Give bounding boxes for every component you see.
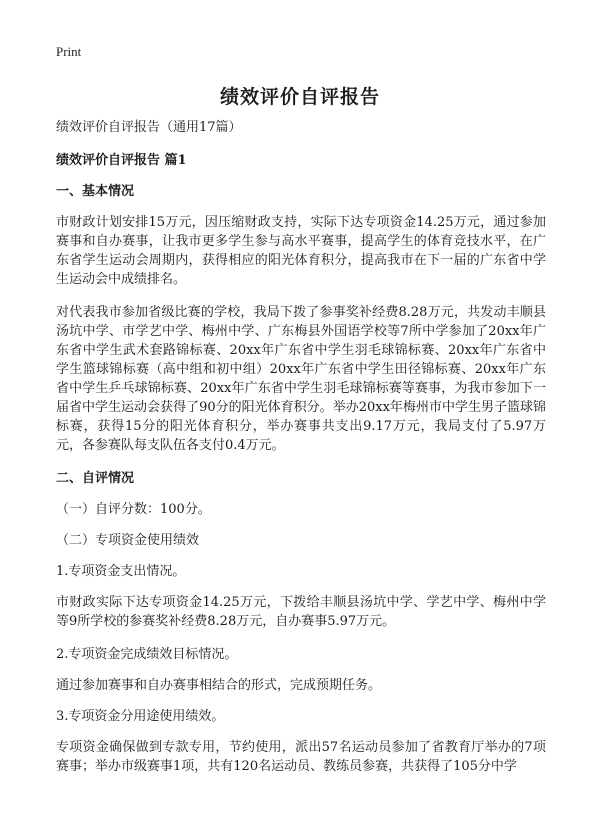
- paragraph: 对代表我市参加省级比赛的学校，我局下拨了参事奖补经费8.28万元，共发动丰顺县汤坑中学、市学艺中学、梅州中学、广东梅县外国语学校等7所中学参加了20xx年广东省中学生武术套路锦标赛、20xx年广东省中学生羽毛球锦标赛、20xx年广东省中学生篮球锦标赛（高中组和初中组）20xx年广东省中学生田径锦标赛、20xx年广东省中学生乒乓球锦标赛、20xx年广东省中学生羽毛球锦标赛等赛事，为我市参加下一届省中学生运动会获得了90分的阳光体育积分。举办20xx年梅州市中学生男子篮球锦标赛，获得15分的阳光体育积分，举办赛事共支出9.17万元，我局支付了5.97万元，各参赛队每支队伍各支付0.4万元。: [56, 305, 546, 453]
- paragraph: 市财政实际下达专项资金14.25万元，下拨给丰顺县汤坑中学、学艺中学、梅州中学等9所学校的参赛奖补经费8.28万元，自办赛事5.97万元。: [56, 595, 546, 629]
- list-item: （一）自评分数：100分。: [56, 502, 211, 517]
- subsection-title: 2.专项资金完成绩效目标情况。: [56, 647, 238, 662]
- subsection-title: 1.专项资金支出情况。: [56, 564, 186, 579]
- paragraph: 通过参加赛事和自办赛事相结合的形式，完成预期任务。: [56, 678, 382, 693]
- section-heading-basic-info: 一、基本情况: [56, 184, 135, 199]
- article-title: 绩效评价自评报告 篇1: [56, 153, 187, 168]
- paragraph: 专项资金确保做到专款专用，节约使用，派出57名运动员参加了省教育厅举办的7项赛事；举办市级赛事1项，共有120名运动员、教练员参赛，共获得了105分中学: [56, 740, 546, 774]
- subsection-title: 3.专项资金分用途使用绩效。: [56, 709, 225, 724]
- document-title: 绩效评价自评报告: [219, 86, 380, 108]
- section-heading-self-evaluation: 二、自评情况: [56, 471, 135, 486]
- document-subtitle: 绩效评价自评报告（通用17篇）: [56, 120, 242, 135]
- print-link[interactable]: Print: [56, 44, 82, 59]
- document-body: [56, 118, 546, 790]
- paragraph: 市财政计划安排15万元，因压缩财政支持，实际下达专项资金14.25万元，通过参加赛事和自办赛事，让我市更多学生参与高水平赛事，提高学生的体育竞技水平，在广东省学生运动会周期内，获得相应的阳光体育积分，提高我市在下一届的广东省中学生运动会中成绩排名。: [56, 215, 546, 287]
- list-item: （二）专项资金使用绩效: [56, 533, 200, 548]
